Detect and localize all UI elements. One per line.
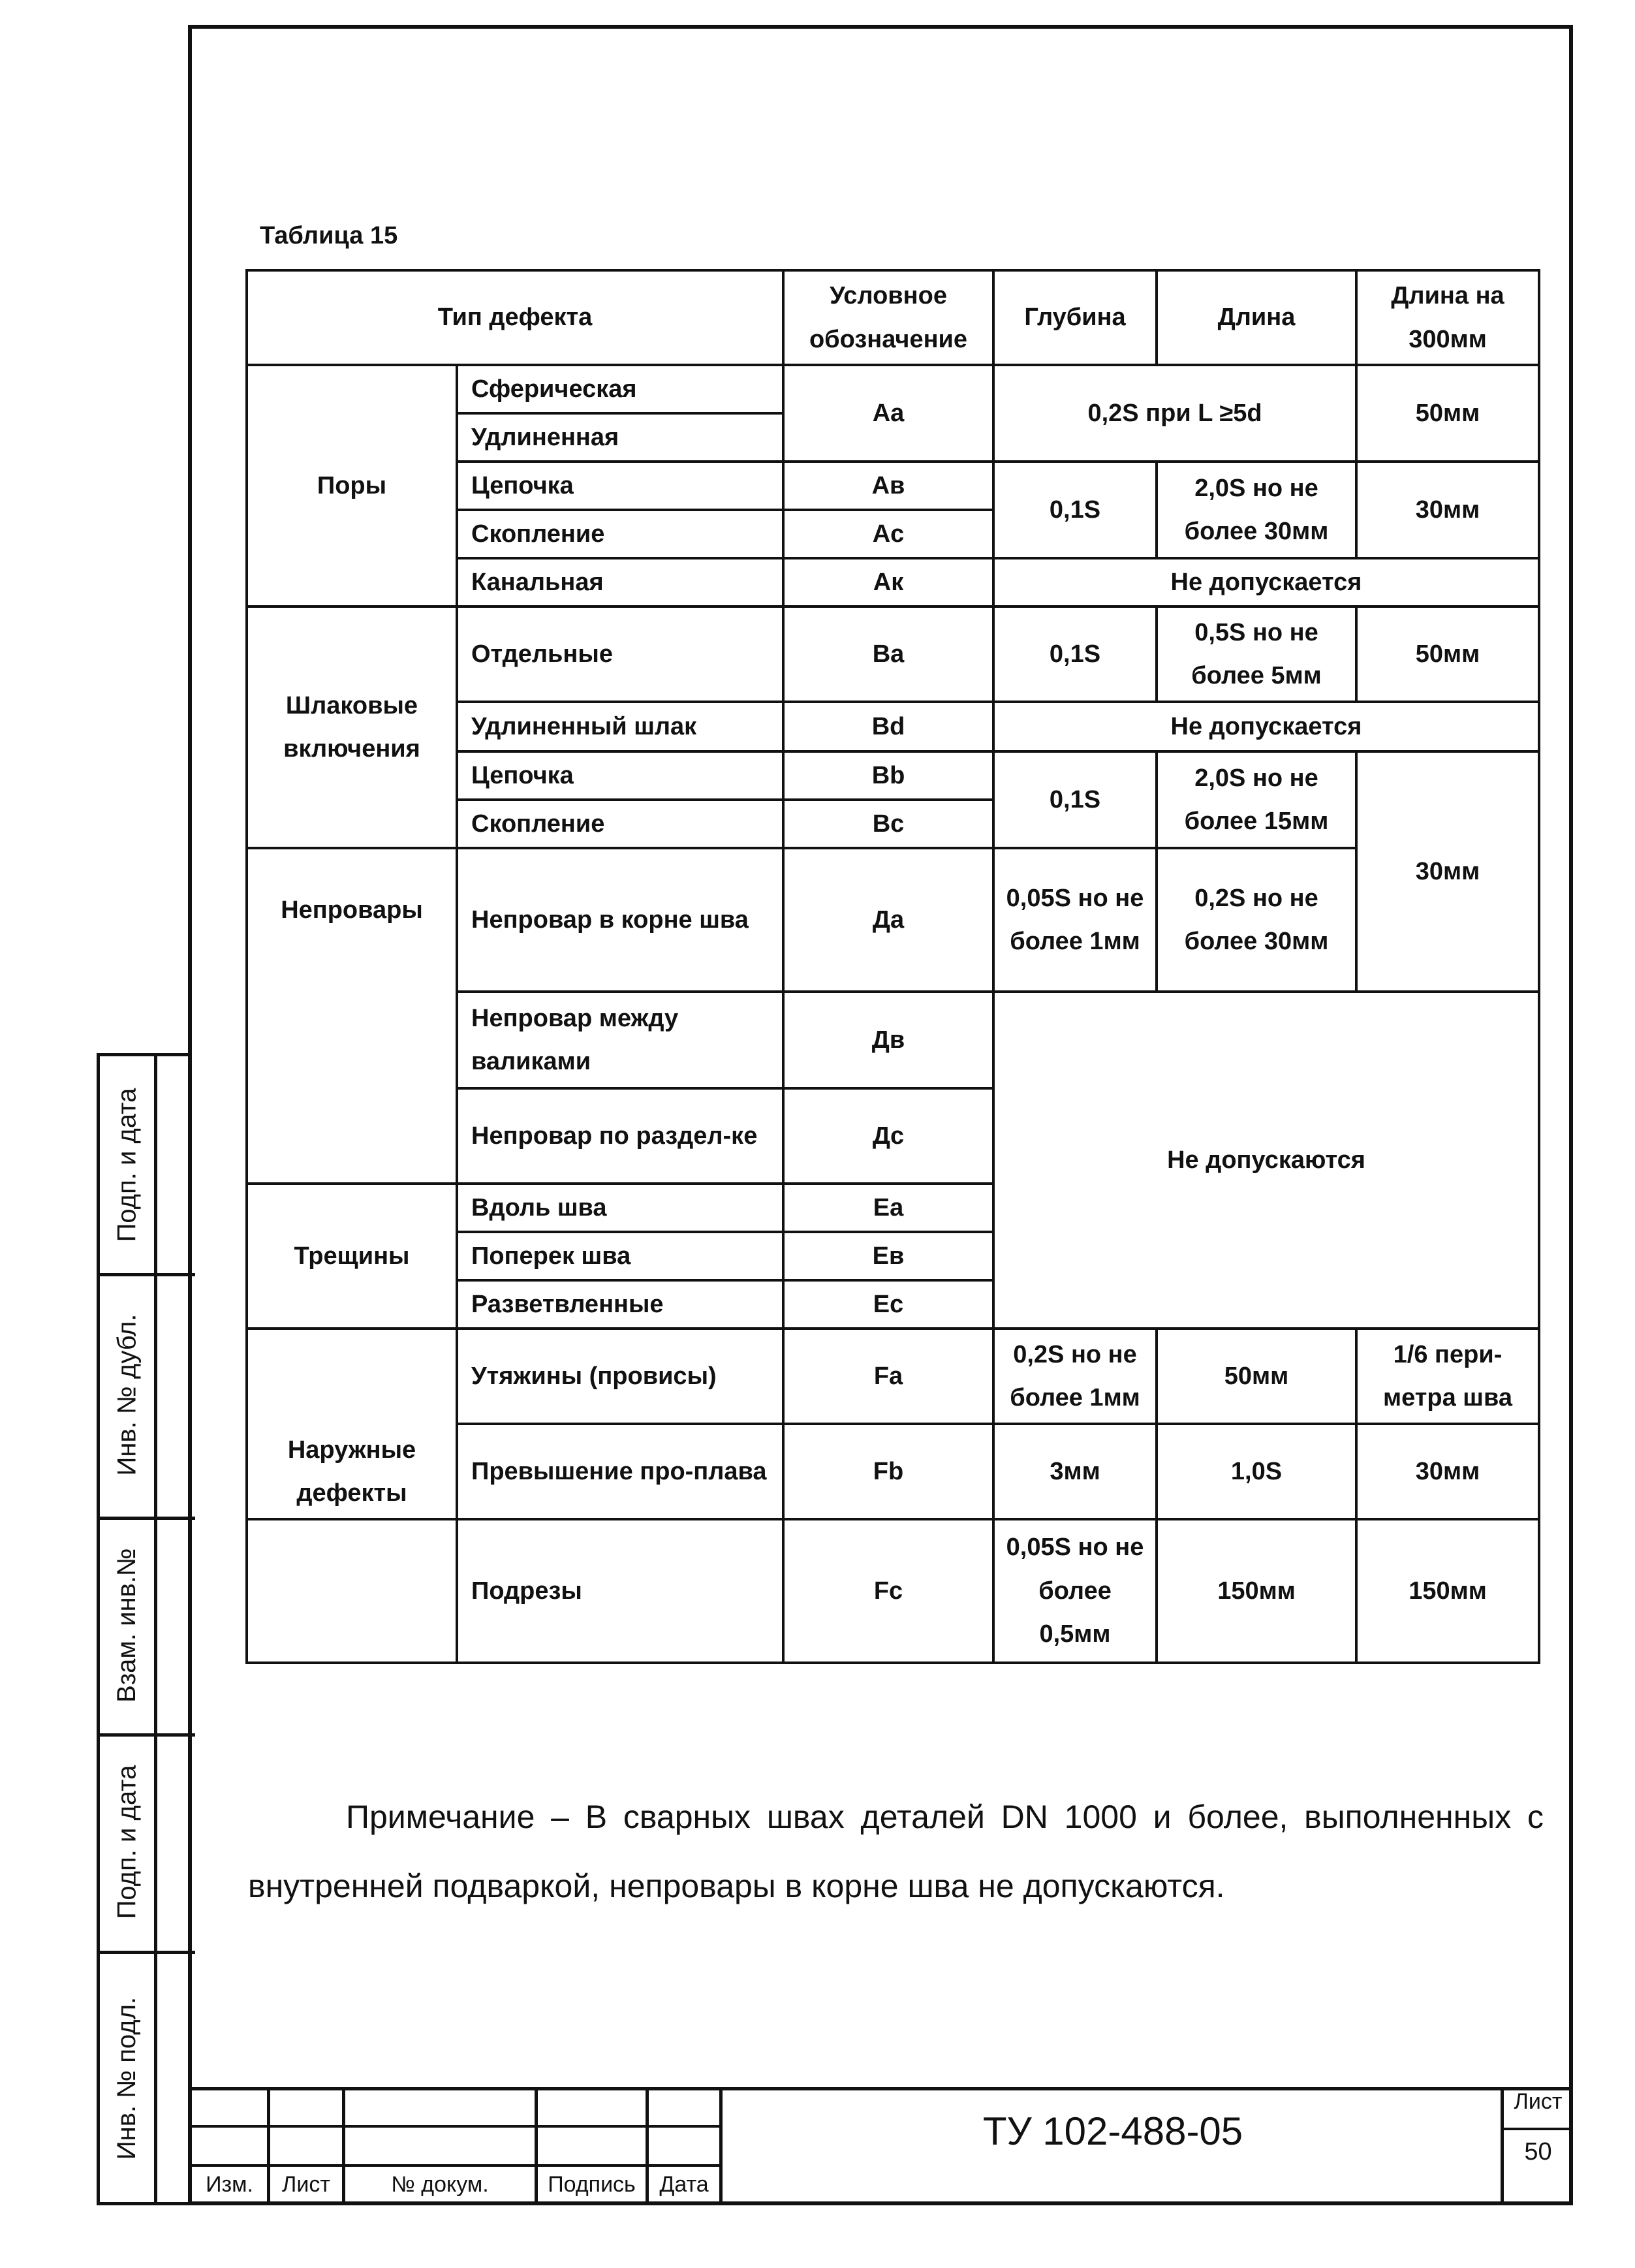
shared-len300: 30мм — [1356, 751, 1539, 992]
defects-table — [245, 269, 1540, 1664]
defect-sag: Утяжины (провисы) — [457, 1329, 783, 1424]
pore-chain-len300: 30мм — [1356, 462, 1539, 558]
header-depth: Глубина — [993, 270, 1157, 365]
code-fc: Fc — [783, 1519, 993, 1663]
table-row — [247, 1519, 1539, 1663]
header-type: Тип дефекта — [247, 270, 783, 365]
code-ec: Ec — [783, 1280, 993, 1329]
table-row — [247, 1329, 1539, 1424]
slag-single-depth: 0,1S — [993, 606, 1157, 702]
code-fb: Fb — [783, 1424, 993, 1519]
tb-sheet-col: Лист — [282, 2172, 330, 2197]
code-fa: Fa — [783, 1329, 993, 1424]
code-ak: Aк — [783, 558, 993, 606]
table-row — [247, 848, 1539, 992]
excess-depth: 3мм — [993, 1424, 1157, 1519]
defect-slag-single: Отдельные — [457, 606, 783, 702]
side-label-orig-inv: Инв. № подл. — [112, 1996, 142, 2160]
pore-chain-len: 2,0S но не более 30мм — [1157, 462, 1356, 558]
side-label-repl-inv: Взам. инв.№ — [112, 1547, 142, 1703]
excess-len300: 30мм — [1356, 1424, 1539, 1519]
code-ac: Ac — [783, 510, 993, 558]
group-pores: Поры — [247, 365, 457, 606]
header-length: Длина — [1157, 270, 1356, 365]
code-eb: Eв — [783, 1232, 993, 1280]
slag-chain-len: 2,0S но не более 15мм — [1157, 751, 1356, 848]
header-designation: Условное обозначение — [783, 270, 993, 365]
code-bc: Bc — [783, 800, 993, 848]
slag-single-len300: 50мм — [1356, 606, 1539, 702]
tb-doc-no: № докум. — [391, 2172, 489, 2197]
group-external: Наружные дефекты — [247, 1329, 457, 1519]
tb-change: Изм. — [206, 2172, 253, 2197]
code-db: Дв — [783, 992, 993, 1088]
undercut-len300: 150мм — [1356, 1519, 1539, 1663]
side-strip — [97, 1053, 192, 2205]
tb-date: Дата — [659, 2172, 709, 2197]
sag-depth: 0,2S но не более 1мм — [993, 1329, 1157, 1424]
defect-pore-chain: Цепочка — [457, 462, 783, 510]
group-lack: Непровары — [247, 848, 457, 1184]
tb-signature: Подпись — [548, 2172, 636, 2197]
slag-single-len: 0,5S но не более 5мм — [1157, 606, 1356, 702]
code-ba: Ba — [783, 606, 993, 702]
note — [248, 1782, 1544, 1921]
note-line-1: Примечание – В сварных швах деталей DN 1000 и более, выполненных с — [346, 1799, 1544, 1835]
code-dc: Дс — [783, 1088, 993, 1184]
undercut-depth: 0,05S но не более 0,5мм — [993, 1519, 1157, 1663]
table-row — [247, 365, 1539, 413]
defect-crack-branched: Разветвленные — [457, 1280, 783, 1329]
defect-lack-groove: Непровар по раздел-ке — [457, 1088, 783, 1184]
group-cracks: Трещины — [247, 1184, 457, 1329]
sheet-number: 50 — [1524, 2138, 1552, 2166]
code-bb: Bb — [783, 751, 993, 800]
defect-slag-chain: Цепочка — [457, 751, 783, 800]
excess-len: 1,0S — [1157, 1424, 1356, 1519]
slag-chain-depth: 0,1S — [993, 751, 1157, 848]
defect-lack-between: Непровар между валиками — [457, 992, 783, 1088]
not-allowed-block: Не допускаются — [993, 992, 1539, 1329]
slag-elongated-value: Не допускается — [993, 702, 1539, 751]
code-bd: Bd — [783, 702, 993, 751]
note-line-2: внутренней подваркой, непровары в корне шва не допускаются. — [248, 1868, 1225, 1904]
defect-slag-elongated: Удлиненный шлак — [457, 702, 783, 751]
code-ab: Aв — [783, 462, 993, 510]
aa-depth: 0,2S при L ≥5d — [993, 365, 1356, 462]
header-length300: Длина на 300мм — [1356, 270, 1539, 365]
pore-chain-depth: 0,1S — [993, 462, 1157, 558]
table-caption: Таблица 15 — [260, 222, 398, 249]
defect-spherical: Сферическая — [457, 365, 783, 413]
defect-crack-along: Вдоль шва — [457, 1184, 783, 1232]
side-label-sign-date-1: Подп. и дата — [112, 1088, 141, 1242]
aa-len300: 50мм — [1356, 365, 1539, 462]
defect-channel: Канальная — [457, 558, 783, 606]
sag-len: 50мм — [1157, 1329, 1356, 1424]
defect-undercut: Подрезы — [457, 1519, 783, 1663]
undercut-len: 150мм — [1157, 1519, 1356, 1663]
table-row — [247, 606, 1539, 702]
lack-root-len: 0,2S но не более 30мм — [1157, 848, 1356, 992]
code-aa: Aa — [783, 365, 993, 462]
defect-slag-cluster: Скопление — [457, 800, 783, 848]
code-ea: Ea — [783, 1184, 993, 1232]
side-label-dup-inv: Инв. № дубл. — [112, 1314, 142, 1476]
defect-crack-across: Поперек шва — [457, 1232, 783, 1280]
doc-code: ТУ 102-488-05 — [982, 2109, 1243, 2153]
defect-lack-root: Непровар в корне шва — [457, 848, 783, 992]
code-da: Да — [783, 848, 993, 992]
defect-excess: Превышение про-плава — [457, 1424, 783, 1519]
channel-value: Не допускается — [993, 558, 1539, 606]
side-label-sign-date-2: Подп. и дата — [112, 1765, 141, 1919]
group-slag: Шлаковые включения — [247, 606, 457, 848]
defect-pore-cluster: Скопление — [457, 510, 783, 558]
sag-len300: 1/6 пери-метра шва — [1356, 1329, 1539, 1424]
sheet-label: Лист — [1514, 2089, 1563, 2114]
header-row — [247, 270, 1539, 365]
defect-elongated-pore: Удлиненная — [457, 413, 783, 462]
lack-root-depth: 0,05S но не более 1мм — [993, 848, 1157, 992]
group-external-cont — [247, 1519, 457, 1663]
